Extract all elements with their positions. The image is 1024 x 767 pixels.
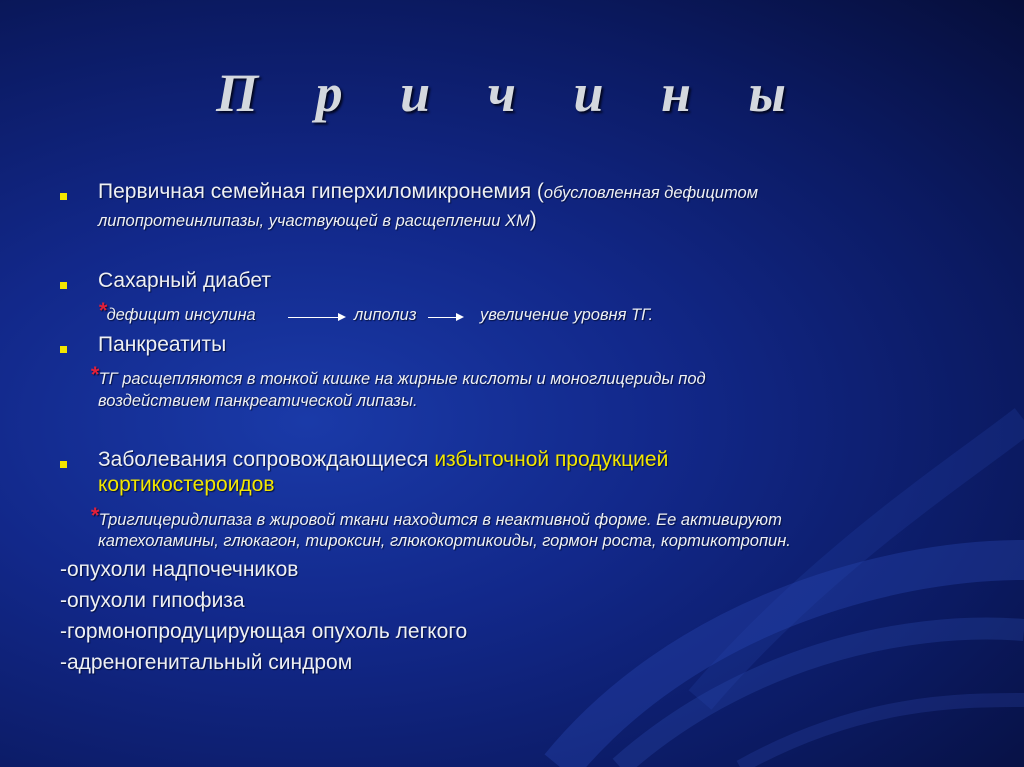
arrow-right-icon	[428, 317, 462, 318]
item-corticosteroid-highlight-cont: кортикостероидов	[98, 473, 275, 496]
item-pancreatitis: Панкреатиты	[98, 333, 227, 356]
lipase-note-cont: катехоламины, глюкагон, тироксин, глюкокортикоиды, гормон роста, кортикотропин.	[98, 532, 791, 550]
item-diabetes: Сахарный диабет	[98, 269, 272, 292]
arrow-right-icon	[288, 317, 344, 318]
list-item-adrenal-tumors: -опухоли надпочечников	[60, 558, 299, 581]
bullet-square	[60, 346, 67, 353]
diabetes-chain: *дефицит инсулина	[98, 298, 256, 324]
pancreatitis-note-cont: воздействием панкреатической липазы.	[98, 392, 418, 410]
item-corticosteroid-diseases: Заболевания сопровождающиеся избыточной продукцией	[98, 448, 669, 471]
bullet-square	[60, 461, 67, 468]
pancreatitis-note: *ТГ расщепляются в тонкой кишке на жирные кислоты и моноглицериды под	[90, 362, 706, 388]
slide-title: П р и ч и н ы	[216, 63, 808, 123]
item-primary-note-cont: липопротеинлипазы, участвующей в расщеплении ХМ)	[98, 208, 537, 231]
bullet-square	[60, 193, 67, 200]
lipase-note: *Триглицеридлипаза в жировой ткани находится в неактивной форме. Ее активируют	[90, 503, 782, 529]
chain-tg-increase: увеличение уровня ТГ.	[480, 306, 654, 324]
list-item-adrenogenital-syndrome: -адреногенитальный синдром	[60, 651, 353, 674]
list-item-pituitary-tumors: -опухоли гипофиза	[60, 589, 245, 612]
bullet-square	[60, 282, 67, 289]
item-primary-hyperchylomicronemia: Первичная семейная гиперхиломикронемия (обусловленная дефицитом	[98, 180, 759, 203]
list-item-lung-tumor: -гормонопродуцирующая опухоль легкого	[60, 620, 468, 643]
chain-lipolysis: липолиз	[354, 306, 417, 324]
